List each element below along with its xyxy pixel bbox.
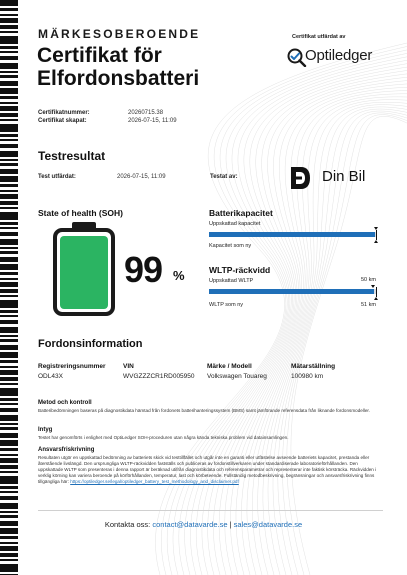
wltp-bar-track <box>209 289 377 294</box>
make-model-value: Volkswagen Touareg <box>207 373 267 380</box>
wltp-marker-bottom <box>374 297 378 300</box>
disclaimer-text: Resultaten utgör en uppskattad bedömning av batteriets skick vid testtillfället och utgår inte en garanti eller utfästelse avseende batteriets kapacitet, prestanda eller återstående livslängd. Den ursprungliga WLTP-räckvidden fastställs och publiceras av fordonstillverkaren under standardiserade laboratorieförhållanden. Den uppskattade WLTP som presenteras i denna rapport är beräknad utifrån diagnostikdata och referensparametrar och representerar inte faktisk körsträcka. Räckvidden i verklig körning kan variera beroende på körförhållanden, temperatur, last och körbeteende. Fullständig metodbeskrivning, begränsningar och ansvarsfriskrivning finns tillgängliga här: <box>38 455 377 484</box>
battery-level-fill <box>60 236 108 309</box>
certificate-number-label: Certifikatnummer: <box>38 110 90 116</box>
capacity-new-tick <box>376 230 377 240</box>
tested-by-label: Testat av: <box>210 174 238 180</box>
attest-heading: Intyg <box>38 427 53 433</box>
title-line-2: Elfordonsbatteri <box>37 67 200 90</box>
soh-value: 99 <box>124 249 163 290</box>
vehicle-info-heading: Fordonsinformation <box>38 338 143 350</box>
make-model-label: Märke / Modell <box>207 363 252 370</box>
issued-by-label: Certifikat utfärdat av <box>292 34 346 40</box>
wltp-new-label: WLTP som ny <box>209 302 244 308</box>
certificate-created-value: 2026-07-15, 11:09 <box>128 118 177 124</box>
wltp-bar-fill <box>209 289 374 294</box>
wltp-estimated-value: 50 km <box>361 277 376 283</box>
capacity-bar-fill <box>209 232 375 237</box>
brand-eyebrow: MÄRKESOBEROENDE <box>38 27 201 41</box>
wave-line <box>202 69 407 575</box>
capacity-measured-label: Uppskattad kapacitet <box>209 221 261 227</box>
tester-name: Din Bil <box>322 168 366 185</box>
certificate-created-label: Certifikat skapat: <box>38 118 87 124</box>
din-bil-logo-icon <box>290 166 312 190</box>
contact-line <box>0 520 407 529</box>
wltp-new-tick <box>376 287 377 297</box>
registration-label: Registreringsnummer <box>38 363 106 370</box>
wave-line <box>167 47 407 575</box>
soh-heading: State of health (SOH) <box>38 208 124 218</box>
wltp-new-value: 51 km <box>361 302 376 308</box>
odometer-label: Mätarställning <box>291 363 336 370</box>
contact-prefix: Kontakta oss: <box>104 520 151 529</box>
soh-unit: % <box>173 268 185 283</box>
footer-divider <box>38 510 383 511</box>
wave-line <box>230 87 407 575</box>
wave-line <box>241 94 407 575</box>
registration-value: ODL43X <box>38 373 63 380</box>
issuer-logo-text: Optiledger <box>305 47 373 64</box>
wltp-estimated-label: Uppskattad WLTP <box>209 278 254 284</box>
contact-separator: | <box>229 520 232 529</box>
wltp-heading: WLTP-räckvidd <box>209 265 271 275</box>
odometer-value: 100980 km <box>291 373 324 380</box>
disclaimer-block <box>38 455 380 485</box>
contact-email-link[interactable]: contact@datavarde.se <box>152 520 228 529</box>
wave-line <box>208 72 407 575</box>
wave-line <box>213 76 407 575</box>
vin-value: WVGZZZCR1RD005950 <box>123 373 195 380</box>
sales-email-link[interactable]: sales@datavarde.se <box>233 520 303 529</box>
wave-line <box>196 65 407 575</box>
capacity-new-label: Kapacitet som ny <box>209 243 252 249</box>
attest-text: Testet har genomförts i enlighet med OptiLedger SOH-proceduren utan några kända tekniska problem vid datainsamlingen. <box>38 435 289 440</box>
test-results-heading: Testresultat <box>38 149 106 163</box>
test-performed-label: Test utfärdat: <box>38 174 76 180</box>
method-text: Batteribedömningen baseras på diagnostikdata hämtad från fordonets batterihanteringssystem (BMS) samt jämförande referensdata från liknande fordonsmodeller. <box>38 408 370 413</box>
capacity-heading: Batterikapacitet <box>209 208 273 218</box>
capacity-marker-bottom <box>374 240 378 243</box>
method-heading: Metod och kontroll <box>38 400 92 406</box>
title-line-1: Certifikat för <box>37 44 162 67</box>
vin-label: VIN <box>123 363 134 370</box>
test-performed-value: 2026-07-15, 11:09 <box>117 174 166 180</box>
wltp-marker-top <box>371 285 375 288</box>
certificate-number-value: 20260715.38 <box>128 110 164 116</box>
disclaimer-heading: Ansvarsfriskrivning <box>38 447 95 453</box>
certificate-title <box>37 44 257 90</box>
capacity-bar-track <box>209 232 377 237</box>
disclaimer-link[interactable]: https://optiledger.se/legal/optiledger_battery_test_methodology_and_disclaimer.pdf <box>70 479 239 484</box>
